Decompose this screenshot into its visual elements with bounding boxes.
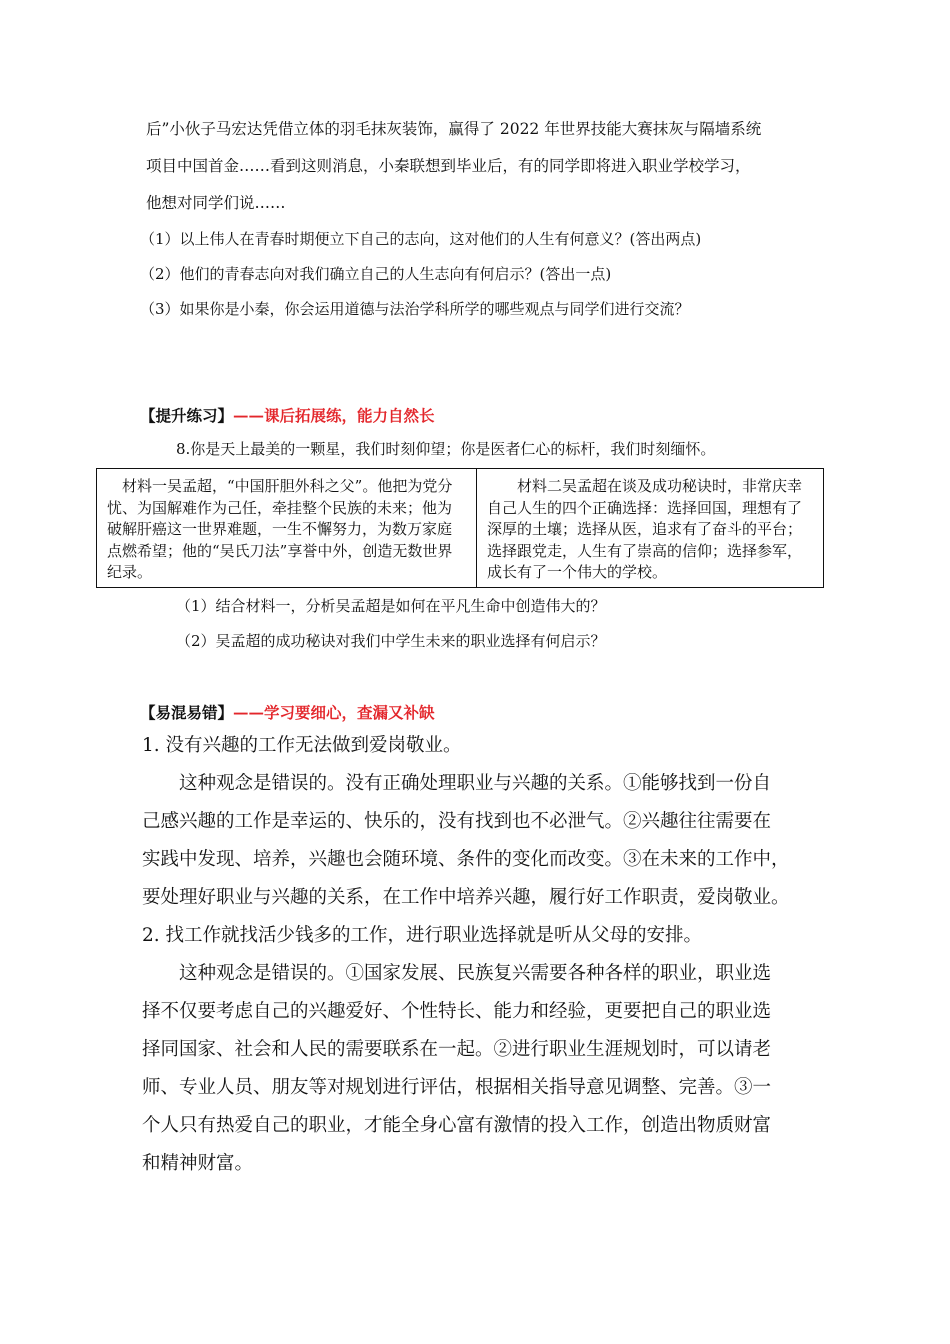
section-tagline: ——学习要细心，查漏又补缺: [233, 703, 435, 722]
question-a-2: （2）他们的青春志向对我们确立自己的人生志向有何启示？(答出一点): [140, 265, 612, 283]
error-point-2-line: 师、专业人员、朋友等对规划进行评估，根据相关指导意见调整、完善。③一: [142, 1077, 772, 1098]
section-bracket: 【易混易错】: [140, 703, 234, 722]
question-8-intro: 8.你是天上最美的一颗星，我们时刻仰望；你是医者仁心的标杆，我们时刻缅怀。: [176, 440, 716, 458]
error-point-2-line: 和精神财富。: [142, 1153, 254, 1174]
question-a-1: （1）以上伟人在青春时期便立下自己的志向，这对他们的人生有何意义？(答出两点): [140, 230, 702, 248]
section-tagline: ——课后拓展练，能力自然长: [233, 406, 435, 425]
section-bracket: 【提升练习】: [140, 406, 234, 425]
material-two-cell: 材料二吴孟超在谈及成功秘诀时，非常庆幸自己人生的四个正确选择：选择回国，理想有了深厚的土壤；选择从医，追求有了奋斗的平台；选择跟党走，人生有了崇高的信仰；选择参军，成长有了一个伟大的学校。: [487, 477, 803, 581]
error-point-1-line: 这种观念是错误的。没有正确处理职业与兴趣的关系。①能够找到一份自: [142, 773, 772, 794]
errors-body: [142, 727, 842, 1183]
question-b-1: （1）结合材料一，分析吴孟超是如何在平凡生命中创造伟大的？: [176, 597, 606, 615]
error-point-2-line: 这种观念是错误的。①国家发展、民族复兴需要各种各样的职业，职业选: [142, 963, 772, 984]
section-heading-yihun: [140, 701, 435, 723]
material-one-cell: 材料一吴孟超，“中国肝胆外科之父”。他把为党分忧、为国解难作为己任，牵挂整个民族的未来；他为破解肝癌这一世界难题，一生不懈努力，为数万家庭点燃希望；他的“吴氏刀法”享誉中外，创造无数世界纪录。: [97, 469, 477, 587]
question-a-3: （3）如果你是小秦，你会运用道德与法治学科所学的哪些观点与同学们进行交流？: [140, 300, 690, 318]
error-point-2-line: 择不仅要考虑自己的兴趣爱好、个性特长、能力和经验，更要把自己的职业选: [142, 1001, 772, 1022]
material-table: [96, 468, 824, 588]
error-point-2-line: 个人只有热爱自己的职业，才能全身心富有激情的投入工作，创造出物质财富: [142, 1115, 772, 1136]
error-point-2-line: 择同国家、社会和人民的需要联系在一起。②进行职业生涯规划时，可以请老: [142, 1039, 772, 1060]
intro-line-3: 他想对同学们说……: [146, 194, 286, 212]
intro-line-2: 项目中国首金……看到这则消息，小秦联想到毕业后，有的同学即将进入职业学校学习，: [146, 157, 751, 175]
error-point-1-title: 1. 没有兴趣的工作无法做到爱岗敬业。: [142, 735, 462, 756]
error-point-2-title: 2. 找工作就找活少钱多的工作，进行职业选择就是听从父母的安排。: [142, 925, 703, 946]
section-heading-tisheng: [140, 404, 435, 426]
error-point-1-line: 己感兴趣的工作是幸运的、快乐的，没有找到也不必泄气。②兴趣往往需要在: [142, 811, 772, 832]
error-point-1-line: 实践中发现、培养，兴趣也会随环境、条件的变化而改变。③在未来的工作中，: [142, 849, 790, 870]
question-b-2: （2）吴孟超的成功秘诀对我们中学生未来的职业选择有何启示？: [176, 632, 606, 650]
intro-line-1: 后”小伙子马宏达凭借立体的羽毛抹灰装饰，赢得了 2022 年世界技能大赛抹灰与隔墙系统: [146, 120, 762, 138]
error-point-1-line: 要处理好职业与兴趣的关系，在工作中培养兴趣，履行好工作职责，爱岗敬业。: [142, 887, 790, 908]
